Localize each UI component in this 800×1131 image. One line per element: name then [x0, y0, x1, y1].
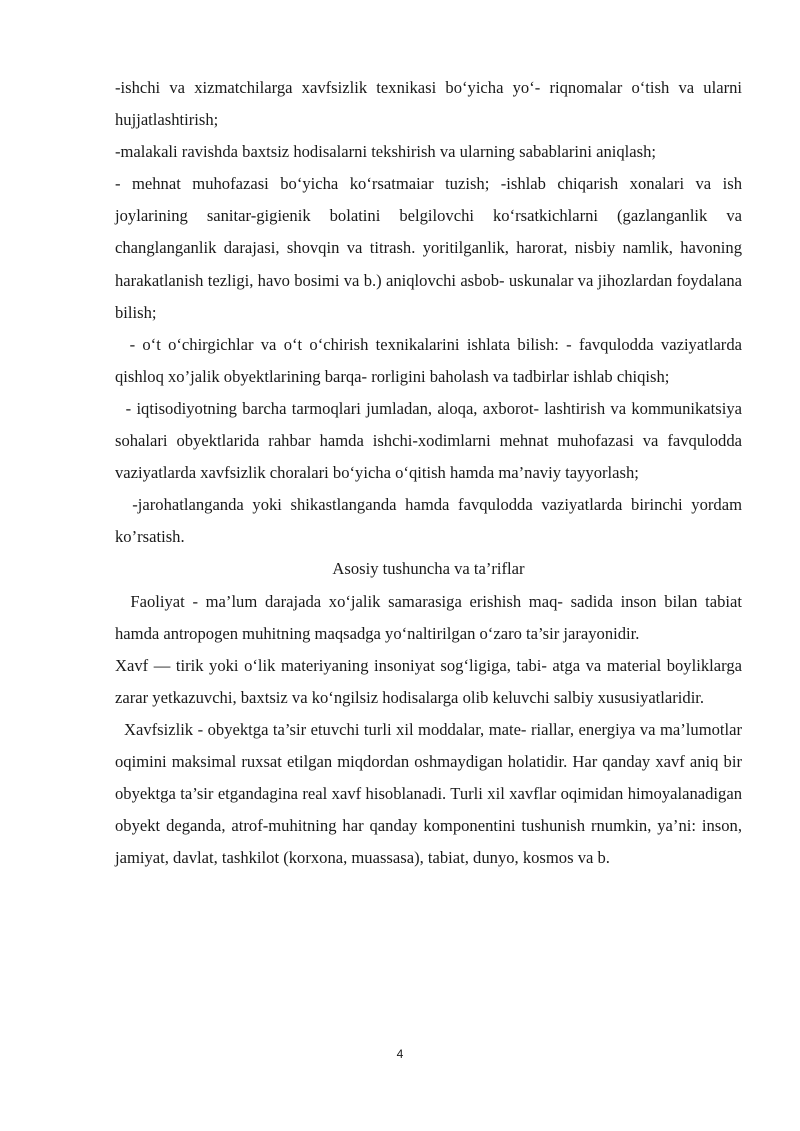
paragraph-training: - iqtisodiyotning barcha tarmoqlari jumladan, aloqa, axborot- lashtirish va kommunikatsiya sohalari obyektlarida rahbar hamda ishchi-xodimlarni mehnat muhofazasi va favqulodda vaziyatlarda xavfsizlik choralari bo‘yicha o‘qitish hamda ma’naviy tayyorlash; — [115, 398, 747, 483]
paragraph-fire-extinguishers: - o‘t o‘chirgichlar va o‘t o‘chirish texnikalarini ishlata bilish: - favqulodda vaziyatlarda qishloq xo’jalik obyektlarining barqa- rorligini baholash va tadbirlar ishlab chiqish; — [115, 334, 747, 386]
section-heading: Asosiy tushuncha va ta’riflar — [332, 559, 525, 579]
page-number: 4 — [396, 1047, 404, 1061]
paragraph-accident-investigation: -malakali ravishda baxtsiz hodisalarni tekshirish va ularning sabablarini aniqlash; — [115, 142, 656, 162]
paragraph-activity-definition: Faoliyat - ma’lum darajada xo‘jalik samarasiga erishish maq- sadida inson bilan tabiat hamda antropogen muhitning maqsadga yo‘naltirilgan o‘zaro ta’sir jarayonidir. — [115, 591, 747, 643]
paragraph-first-aid: -jarohatlanganda yoki shikastlanganda hamda favqulodda vaziyatlarda birinchi yordam ko’rsatish. — [115, 495, 747, 547]
paragraph-safety-definition: Xavfsizlik - obyektga ta’sir etuvchi turli xil moddalar, mate- riallar, energiya va ma’lumotlar oqimini maksimal ruxsat etilgan miqdordan oshmaydigan holatidir. Har qanday xavf aniq bir obyektga ta’sir etgandagina real xavf hisoblanadi. Turli xil xavflar oqimidan himoyalanadigan obyekt deganda, atrof-muhitning har qanday komponentini tushunish rnumkin, ya’ni: inson, jamiyat, davlat, tashkilot (korxona, muassasa), tabiat, dunyo, kosmos va b. — [115, 719, 747, 868]
paragraph-danger-definition: Xavf — tirik yoki o‘lik materiyaning insoniyat sog‘ligiga, tabi- atga va material boyliklarga zarar yetkazuvchi, baxtsiz va ko‘ngilsiz hodisalarga olib keluvchi salbiy xususiyatlaridir. — [115, 655, 747, 707]
document-body — [115, 72, 747, 874]
paragraph-instructions: -ishchi va xizmatchilarga xavfsizlik texnikasi bo‘yicha yo‘- riqnomalar o‘tish va ularni hujjatlashtirish; — [115, 78, 747, 130]
paragraph-sanitary-indicators: - mehnat muhofazasi bo‘yicha ko‘rsatmaiar tuzish; -ishlab chiqarish xonalari va ish joylarining sanitar-gigienik bolatini belgilovchi ko‘rsatkichlarni (gazlanganlik va changlanganlik darajasi, shovqin va titrash. yoritilganlik, harorat, nisbiy namlik, havoning harakatlanish tezligi, havo bosimi va b.) aniqlovchi asbob- uskunalar va jihozlardan foydalana bilish; — [115, 174, 747, 322]
